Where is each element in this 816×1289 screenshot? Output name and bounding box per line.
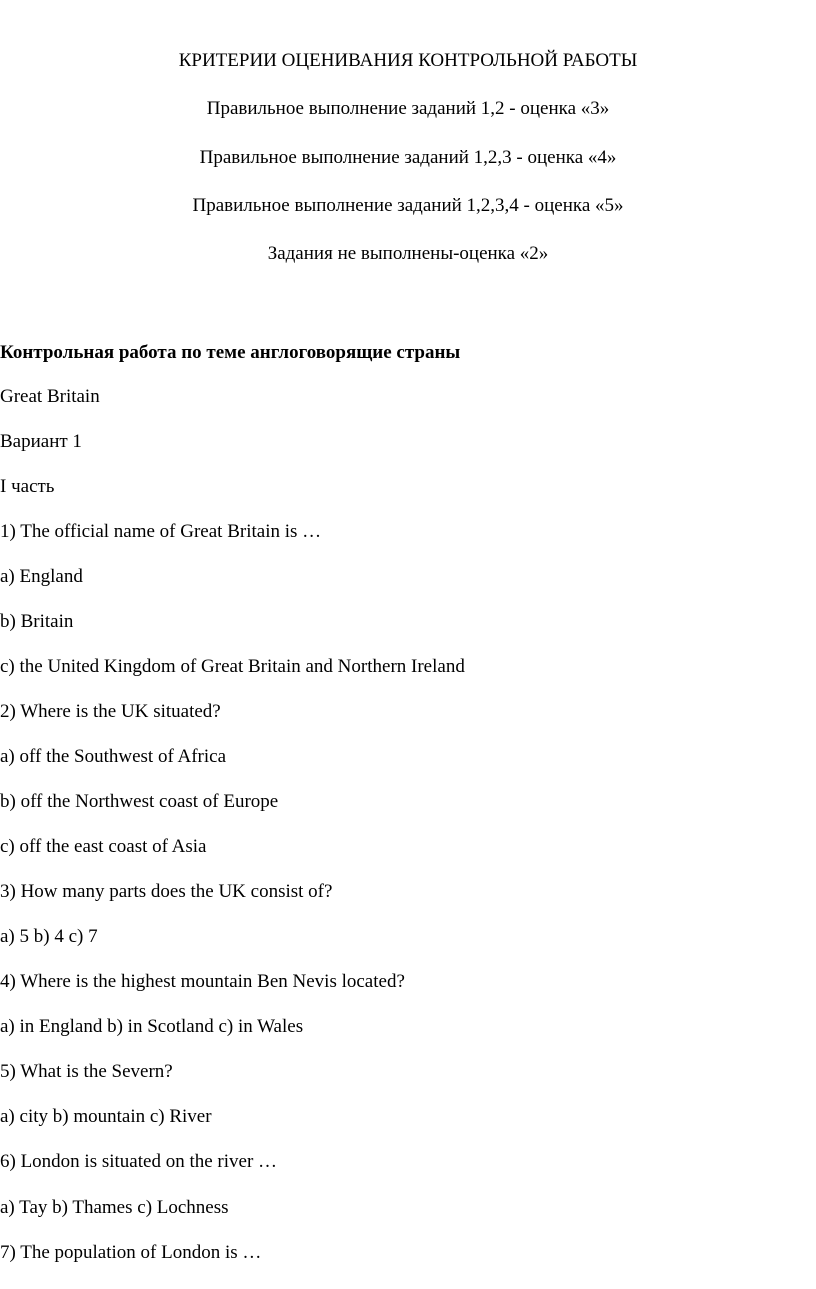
question-line: 5) What is the Severn?	[0, 1061, 173, 1082]
answer-option: c) the United Kingdom of Great Britain and Northern Ireland	[0, 656, 465, 677]
criteria-line: Задания не выполнены-оценка «2»	[267, 243, 549, 264]
answer-option: a) England	[0, 566, 83, 587]
question-line: 6) London is situated on the river …	[0, 1151, 278, 1172]
test-heading: Контрольная работа по теме англоговорящие страны	[0, 342, 461, 363]
answer-option: a) 5 b) 4 c) 7	[0, 926, 98, 947]
answer-option: b) Britain	[0, 611, 74, 632]
question-line: 3) How many parts does the UK consist of?	[0, 881, 333, 902]
criteria-line: Правильное выполнение заданий 1,2,3,4 - оценка «5»	[192, 195, 624, 216]
criteria-title: КРИТЕРИИ ОЦЕНИВАНИЯ КОНТРОЛЬНОЙ РАБОТЫ	[178, 50, 638, 71]
answer-option: a) off the Southwest of Africa	[0, 746, 227, 767]
question-line: 7) The population of London is …	[0, 1242, 262, 1263]
answer-option: a) in England b) in Scotland c) in Wales	[0, 1016, 304, 1037]
question-line: 2) Where is the UK situated?	[0, 701, 221, 722]
question-line: 1) The official name of Great Britain is …	[0, 521, 322, 542]
test-part: I часть	[0, 476, 55, 497]
question-line: 4) Where is the highest mountain Ben Nevis located?	[0, 971, 405, 992]
answer-option: a) Tay b) Thames c) Lochness	[0, 1197, 229, 1218]
answer-option: a) city b) mountain c) River	[0, 1106, 212, 1127]
criteria-line: Правильное выполнение заданий 1,2,3 - оценка «4»	[199, 147, 617, 168]
answer-option: c) off the east coast of Asia	[0, 836, 207, 857]
test-subtitle: Great Britain	[0, 386, 100, 407]
answer-option: b) off the Northwest coast of Europe	[0, 791, 279, 812]
criteria-line: Правильное выполнение заданий 1,2 - оценка «3»	[206, 98, 610, 119]
test-variant: Вариант 1	[0, 431, 82, 452]
